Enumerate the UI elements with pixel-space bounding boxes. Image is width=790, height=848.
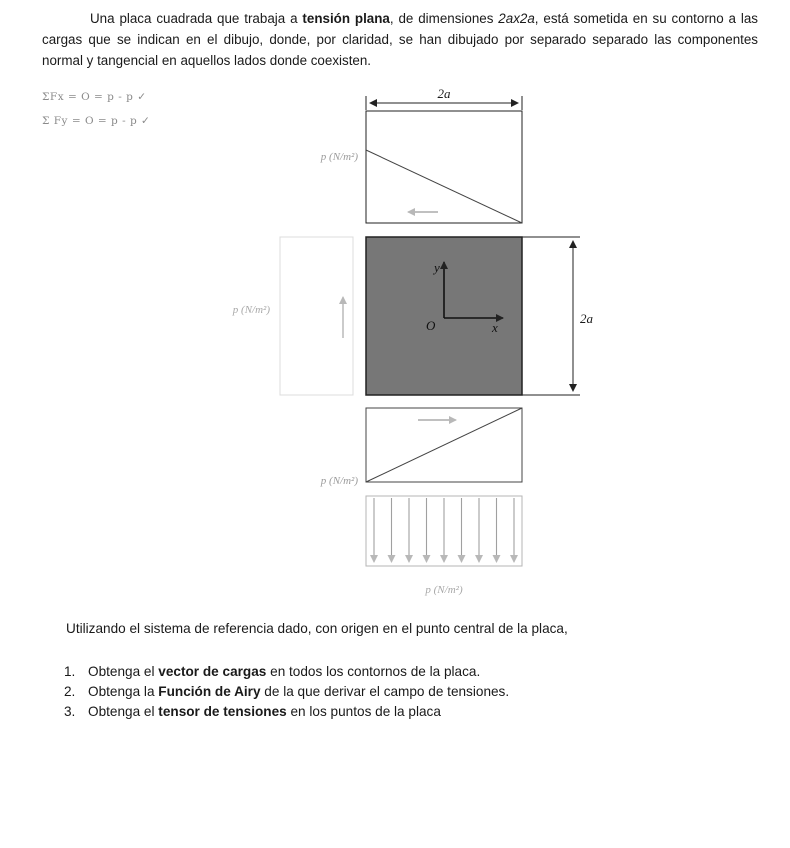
- top-triangular-load: [320, 111, 522, 223]
- handwritten-sum-fy: Σ Fy = O = p - p ✓: [42, 115, 151, 127]
- plate-dimensions: 2ax2a: [498, 11, 535, 26]
- top-dimension-label: 2a: [437, 86, 451, 101]
- task-item: 2. Obtenga la Función de Airy de la que derivar el campo de tensiones.: [64, 684, 510, 699]
- plate: [366, 237, 522, 395]
- task-item: 3. Obtenga el tensor de tensiones en los puntos de la placa: [64, 704, 441, 719]
- problem-statement: Una placa cuadrada que trabaja a tensión plana, de dimensiones 2ax2a, está sometida en su contorno a las cargas que se indican en el dibujo, donde, por claridad, se han dibujado por separado separado las componentes normal y tangencial en aquellos lados donde coexisten.: [42, 11, 758, 68]
- bottom-uniform-load-label: p (N/m²): [425, 584, 463, 596]
- left-load: [232, 237, 353, 395]
- right-dimension: [522, 237, 594, 395]
- x-axis-label: x: [492, 320, 498, 335]
- question-text: Utilizando el sistema de referencia dado, con origen en el punto central de la placa,: [66, 621, 568, 636]
- bottom-uniform-load: [366, 496, 522, 596]
- top-dimension: [366, 86, 522, 110]
- right-dimension-label: 2a: [580, 311, 593, 326]
- bottom-triangular-load: [320, 408, 522, 487]
- bold-tension-plana: tensión plana: [302, 11, 390, 26]
- origin-label: O: [426, 318, 436, 333]
- top-load-label: p (N/m²): [320, 151, 358, 163]
- bottom-tri-load-label: p (N/m²): [320, 475, 358, 487]
- task-list: [64, 662, 509, 722]
- y-axis-label: y: [434, 260, 440, 275]
- left-load-label: p (N/m²): [232, 304, 270, 316]
- task-item: 1. Obtenga el vector de cargas en todos los contornos de la placa.: [64, 664, 481, 679]
- handwritten-sum-fx: ΣFx = O = p - p ✓: [42, 91, 147, 103]
